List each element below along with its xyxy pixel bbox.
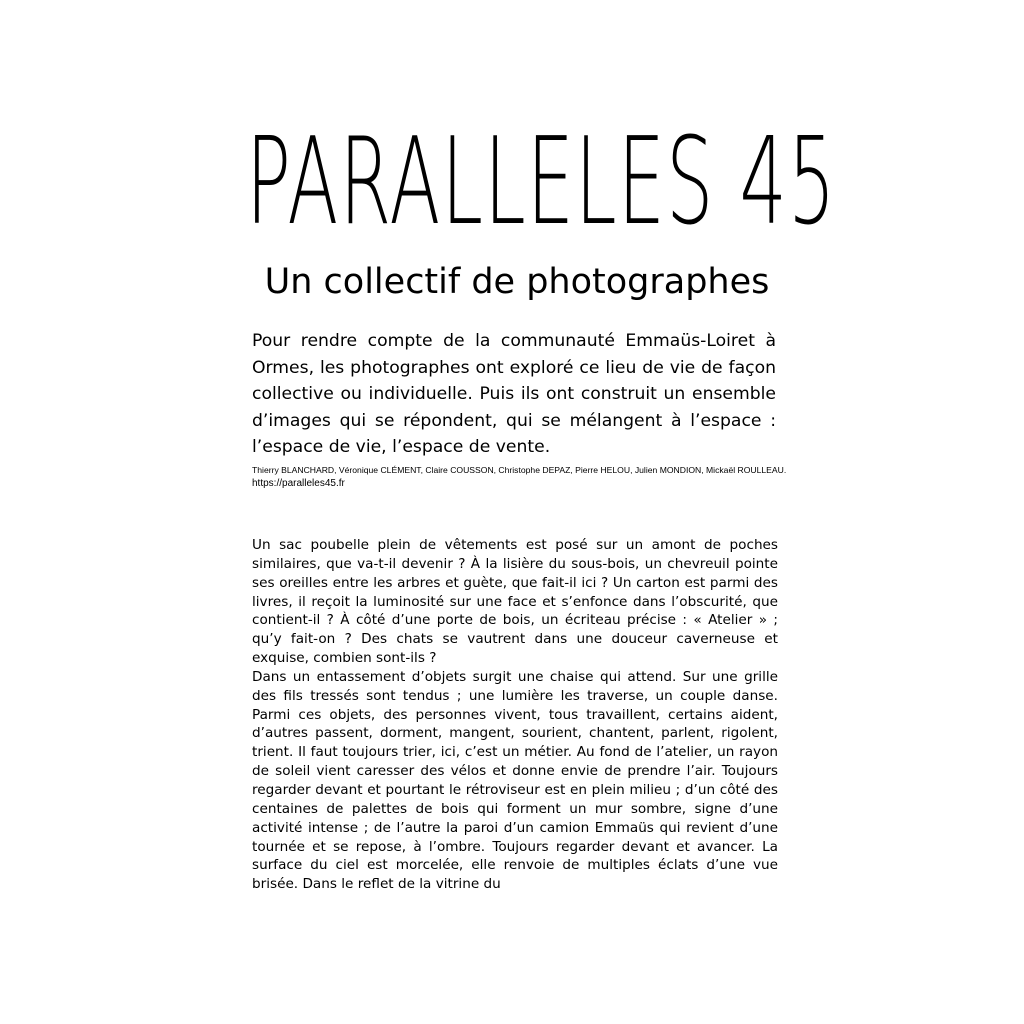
website-link[interactable]: https://paralleles45.fr [252,478,345,489]
body-paragraph: Dans un entassement d’objets surgit une chaise qui attend. Sur une grille des fils tressés sont tendus ; une lumière les traverse, un couple danse. Parmi ces objets, des personnes vivent, tous travaillent, certains aident, d’autres passent, dorment, mangent, sourient, chantent, parlent, rigolent, trient. Il faut toujours trier, ici, c’est un métier. Au fond de l’atelier, un rayon de soleil vient caresser des vélos et donne envie de prendre l’air. Toujours regarder devant et pourtant le rétroviseur est en plein milieu ; d’un côté des centaines de palettes de bois qui forment un mur sombre, signe d’une activité intense ; de l’autre la paroi d’un camion Emmaüs qui revient d’une tournée et se repose, à l’ombre. Toujours regarder devant et avancer. La surface du ciel est morcelée, elle renvoie de multiples éclats d’une vue brisée. Dans le reflet de la vitrine du [252,668,778,893]
credits [252,463,787,491]
body-paragraph: Un sac poubelle plein de vêtements est posé sur un amont de poches similaires, que va-t-il devenir ? À la lisière du sous-bois, un chevreuil pointe ses oreilles entre les arbres et guète, que fait-il ici ? Un carton est parmi des livres, il reçoit la luminosité sur une face et s’enfonce dans l’obscurité, que contient-il ? À côté d’une porte de bois, un écriteau précise : « Atelier » ; qu’y fait-on ? Des chats se vautrent dans une douceur caverneuse et exquise, combien sont-ils ? [252,537,778,667]
intro-paragraph: Pour rendre compte de la communauté Emmaüs-Loiret à Ormes, les photographes ont exploré ce lieu de vie de façon collective ou individuelle. Puis ils ont construit un ensemble d’images qui se répondent, qui se mélangent à l’espace : l’espace de vie, l’espace de vente. [252,331,776,457]
credits-names: Thierry BLANCHARD, Véronique CLÉMENT, Claire COUSSON, Christophe DEPAZ, Pierre HELOU, Julien MONDION, Mickaël ROULLEAU. [252,465,787,475]
logo-title: PARALLELES 45 [246,113,837,252]
subtitle: Un collectif de photographes [264,262,770,302]
body-text [252,536,778,894]
